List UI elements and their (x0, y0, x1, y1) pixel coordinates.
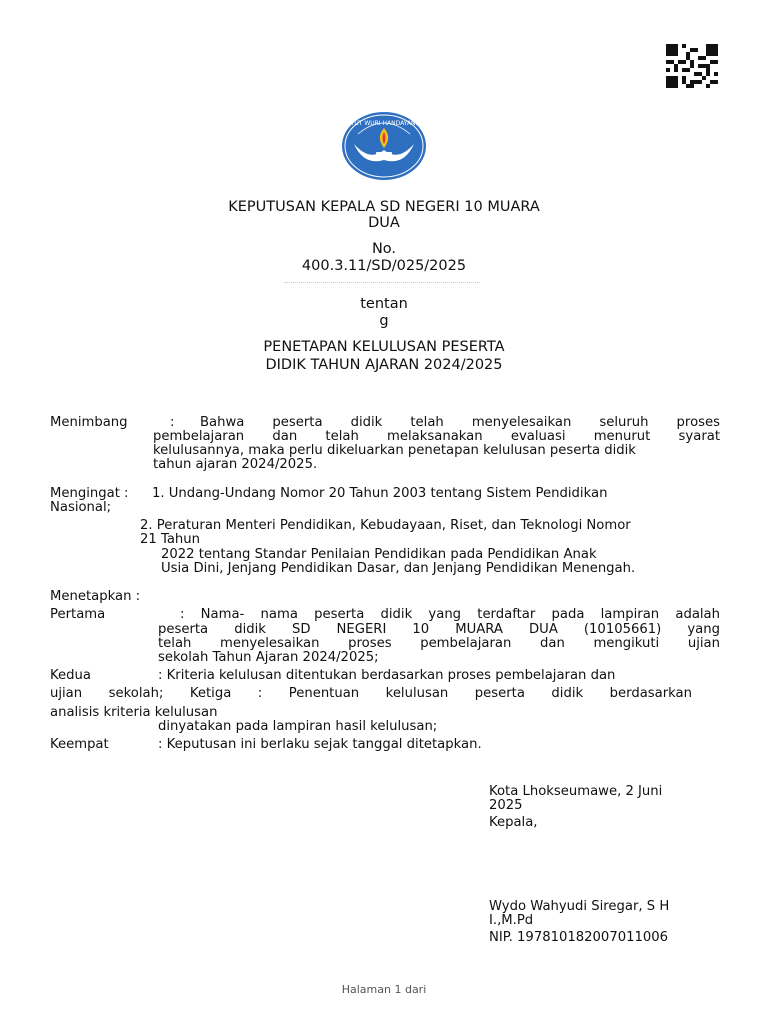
mengingat-item-1-line-2: Nasional; (50, 500, 112, 515)
mengingat-item-2-line-2: 21 Tahun (140, 532, 200, 547)
signature-name-line-2: I.,M.Pd (489, 913, 534, 928)
menimbang-line-3: kelulusannya, maka perlu dikeluarkan penetapan kelulusan peserta didik (153, 443, 636, 458)
menimbang-line-1: Bahwa peserta didik telah menyelesaikan seluruh proses (200, 415, 720, 430)
keempat-label: Keempat (50, 737, 109, 752)
ketiga-line-2: dinyatakan pada lampiran hasil kelulusan; (158, 719, 438, 734)
logo-motto-text: TUT WURI HANDAYANI (350, 120, 418, 127)
signature-name-line-1: Wydo Wahyudi Siregar, S H (489, 899, 670, 914)
dotted-separator (284, 282, 480, 283)
menimbang-line-4: tahun ajaran 2024/2025. (153, 457, 318, 472)
mengingat-item-2-line-3: 2022 tentang Standar Penilaian Pendidikan pada Pendidikan Anak (161, 547, 597, 562)
page-number-footer: Halaman 1 dari (341, 983, 427, 996)
mengingat-item-2-line-1: 2. Peraturan Menteri Pendidikan, Kebudayaan, Riset, dan Teknologi Nomor (140, 518, 631, 533)
tut-wuri-handayani-logo (340, 110, 428, 182)
signature-place-date-line-1: Kota Lhokseumawe, 2 Juni (489, 784, 663, 799)
title-line-1: KEPUTUSAN KEPALA SD NEGERI 10 MUARA (228, 199, 540, 215)
ketiga-line-1: analisis kriteria kelulusan (50, 705, 218, 720)
pertama-line-2: peserta didik SD NEGERI 10 MUARA DUA (10105661) yang (158, 622, 720, 637)
mengingat-item-2-line-4: Usia Dini, Jenjang Pendidikan Dasar, dan Jenjang Pendidikan Menengah. (161, 561, 636, 576)
pertama-label: Pertama (50, 607, 106, 622)
subject-line-1: PENETAPAN KELULUSAN PESERTA (263, 339, 505, 355)
signature-nip: NIP. 197810182007011006 (489, 930, 669, 945)
signature-place-date-line-2: 2025 (489, 798, 523, 813)
signature-position: Kepala, (489, 815, 538, 830)
menetapkan-label: Menetapkan : (50, 589, 141, 604)
about-line-1: tentan (360, 296, 408, 312)
mengingat-label: Mengingat : (50, 486, 129, 501)
number-value: 400.3.11/SD/025/2025 (301, 258, 467, 274)
keempat-line-1: : Keputusan ini berlaku sejak tanggal ditetapkan. (158, 737, 482, 752)
pertama-line-4: sekolah Tahun Ajaran 2024/2025; (158, 650, 379, 665)
number-label: No. (371, 241, 397, 257)
about-line-2: g (379, 313, 389, 329)
pertama-line-1: : Nama- nama peserta didik yang terdaftar pada lampiran adalah (180, 607, 720, 622)
mengingat-item-1-line-1: 1. Undang-Undang Nomor 20 Tahun 2003 tentang Sistem Pendidikan (152, 486, 608, 501)
menimbang-line-2: pembelajaran dan telah melaksanakan evaluasi menurut syarat (153, 429, 720, 444)
menimbang-colon: : (170, 415, 175, 430)
kedua-line-2: ujian sekolah; Ketiga : Penentuan kelulusan peserta didik berdasarkan (50, 686, 692, 701)
title-line-2: DUA (368, 215, 400, 231)
menimbang-label: Menimbang (50, 415, 128, 430)
pertama-line-3: telah menyelesaikan proses pembelajaran dan mengikuti ujian (158, 636, 720, 651)
kedua-label: Kedua (50, 668, 91, 683)
kedua-line-1: : Kriteria kelulusan ditentukan berdasarkan proses pembelajaran dan (158, 668, 616, 683)
qr-code (666, 44, 718, 88)
subject-line-2: DIDIK TAHUN AJARAN 2024/2025 (265, 357, 503, 373)
